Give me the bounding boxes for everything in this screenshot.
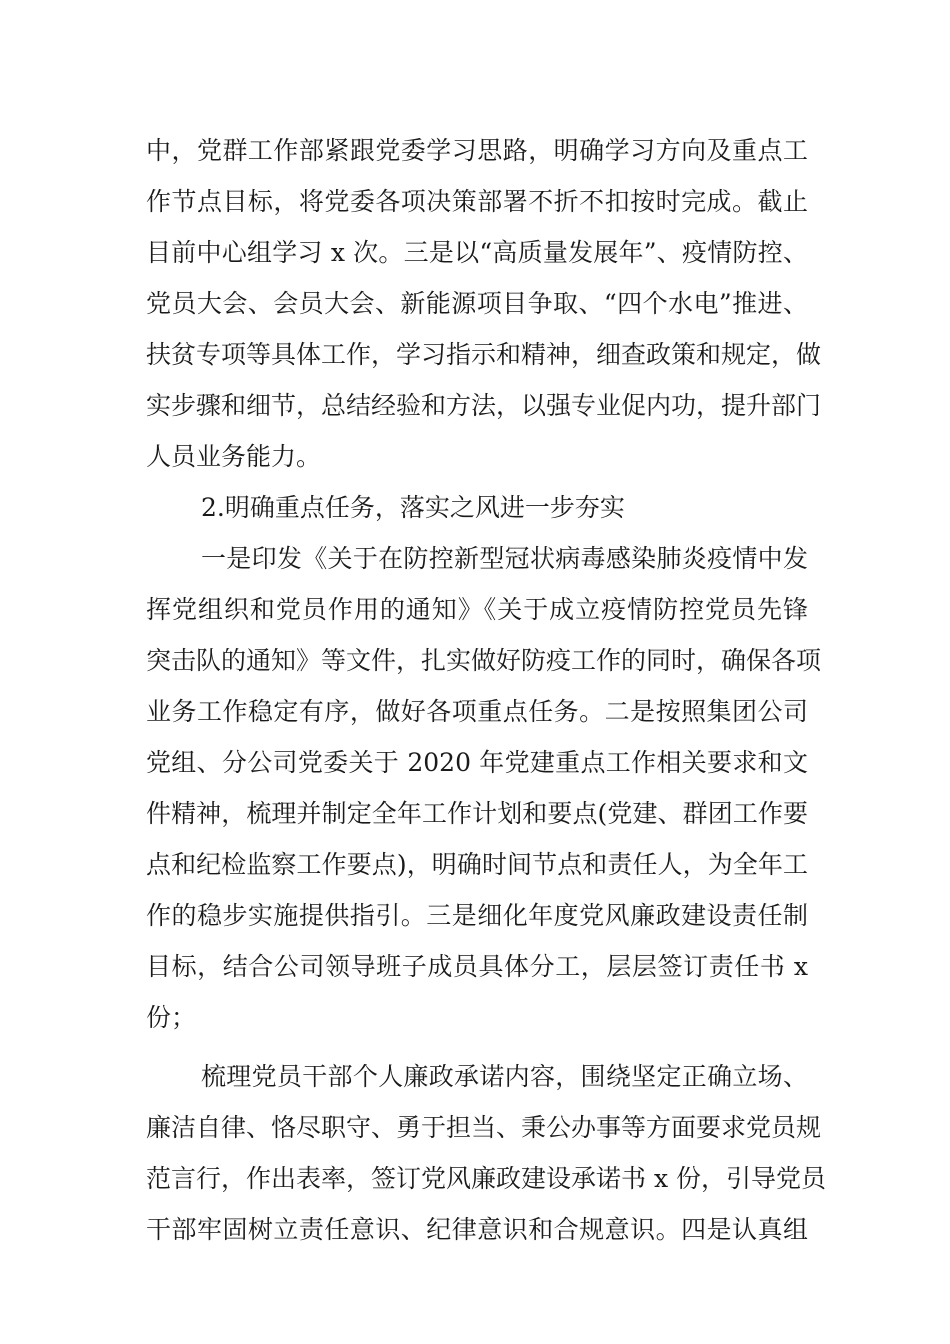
- paragraph: [146, 1051, 826, 1255]
- text-line: 实步骤和细节，总结经验和方法，以强专业促内功，提升部门: [146, 391, 822, 420]
- text-line: 人员业务能力。: [146, 442, 322, 471]
- text-line: 目标，结合公司领导班子成员具体分工，层层签订责任书 x: [146, 952, 808, 981]
- text-line: 一是印发《关于在防控新型冠状病毒感染肺炎疫情中发: [201, 544, 808, 573]
- text-line: 干部牢固树立责任意识、纪律意识和合规意识。四是认真组: [146, 1215, 808, 1244]
- text-line: 党员大会、会员大会、新能源项目争取、“四个水电”推进、: [146, 289, 808, 318]
- text-line: 件精神，梳理并制定全年工作计划和要点(党建、群团工作要: [146, 799, 808, 828]
- text-line: 业务工作稳定有序，做好各项重点任务。二是按照集团公司: [146, 697, 808, 726]
- text-line: 突击队的通知》等文件，扎实做好防疫工作的同时，确保各项: [146, 646, 822, 675]
- heading-line: 2.明确重点任务，落实之风进一步夯实: [201, 493, 625, 522]
- text-line: 作的稳步实施提供指引。三是细化年度党风廉政建设责任制: [146, 901, 808, 930]
- text-line: 目前中心组学习 x 次。三是以“高质量发展年”、疫情防控、: [146, 238, 808, 267]
- paragraph: [146, 125, 822, 482]
- text-line: 廉洁自律、恪尽职守、勇于担当、秉公办事等方面要求党员规: [146, 1113, 822, 1142]
- text-line: 扶贫专项等具体工作，学习指示和精神，细查政策和规定，做: [146, 340, 822, 369]
- section-heading: [146, 482, 808, 533]
- text-line: 份；: [146, 1003, 197, 1032]
- paragraph: [146, 533, 822, 1043]
- text-line: 作节点目标，将党委各项决策部署不折不扣按时完成。截止: [146, 187, 808, 216]
- text-line: 中，党群工作部紧跟党委学习思路，明确学习方向及重点工: [146, 136, 808, 165]
- text-line: 范言行，作出表率，签订党风廉政建设承诺书 x 份，引导党员: [146, 1164, 826, 1193]
- document-page: [146, 125, 826, 1255]
- text-line: 挥党组织和党员作用的通知》《关于成立疫情防控党员先锋: [146, 595, 808, 624]
- text-line: 梳理党员干部个人廉政承诺内容，围绕坚定正确立场、: [201, 1062, 808, 1091]
- paragraph-spacer: [146, 1043, 808, 1051]
- text-line: 点和纪检监察工作要点)，明确时间节点和责任人，为全年工: [146, 850, 808, 879]
- text-line: 党组、分公司党委关于 2020 年党建重点工作相关要求和文: [146, 748, 808, 777]
